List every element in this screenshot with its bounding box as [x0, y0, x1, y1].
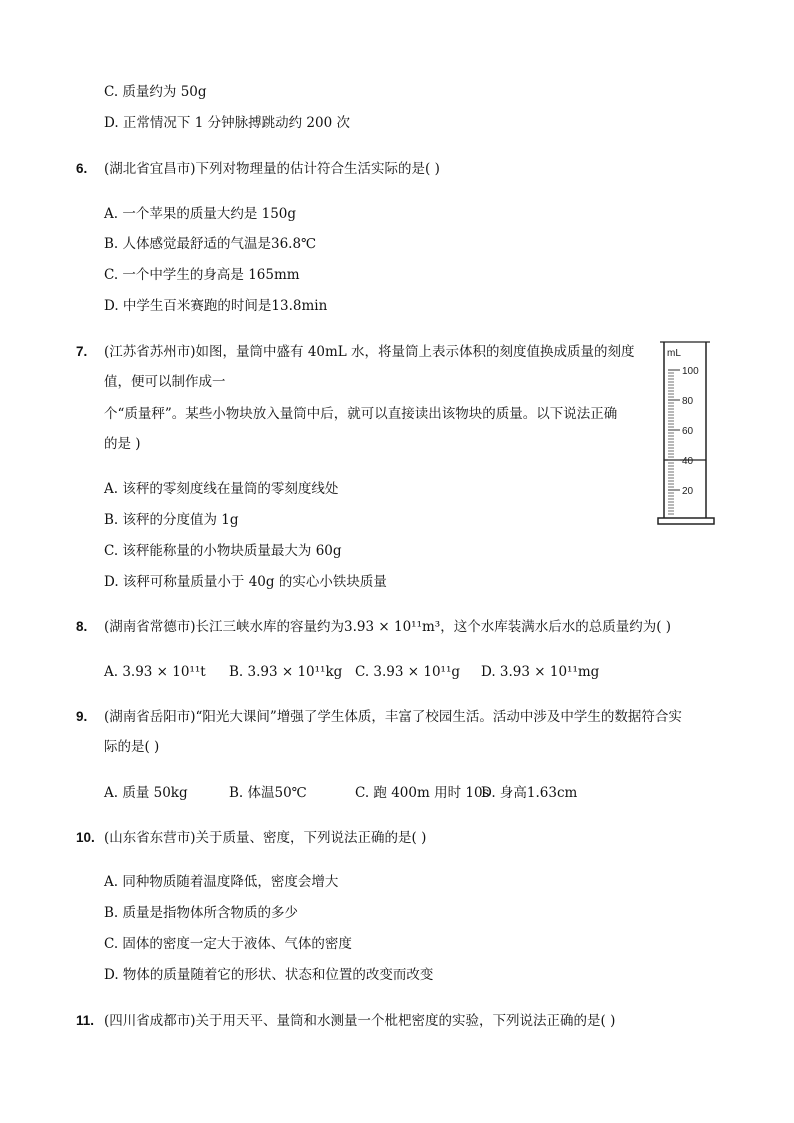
- q10-option-a: A. 同种物质随着温度降低，密度会增大: [104, 874, 339, 890]
- q8-option-a: A. 3.93 × 10¹¹t: [104, 664, 206, 680]
- q11-number: 11.: [76, 1013, 95, 1028]
- q8-option-b: B. 3.93 × 10¹¹kg: [229, 664, 343, 680]
- cylinder-tick-label: 40: [682, 456, 694, 467]
- q6-option-d: D. 中学生百米赛跑的时间是13.8min: [104, 298, 328, 314]
- q10-option-d: D. 物体的质量随着它的形状、状态和位置的改变而改变: [104, 967, 434, 983]
- q7-option-c: C. 该秤能称量的小物块质量最大为 60g: [104, 543, 342, 559]
- q7-option-d: D. 该秤可称量质量小于 40g 的实心小铁块质量: [104, 574, 387, 590]
- q5-option-d: D. 正常情况下 1 分钟脉搏跳动约 200 次: [104, 115, 350, 131]
- q8-option-d: D. 3.93 × 10¹¹mg: [481, 664, 600, 680]
- q7-stem-line-3: 个“质量秤”。某些小物块放入量筒中后，就可以直接读出该物块的质量。以下说法正确: [104, 406, 618, 422]
- q7-option-a: A. 该秤的零刻度线在量筒的零刻度线处: [104, 481, 339, 497]
- q9-option-d: D. 身高1.63cm: [481, 785, 578, 801]
- q10-stem: (山东省东营市)关于质量、密度，下列说法正确的是( ): [104, 830, 427, 846]
- cylinder-tick-label: 20: [682, 486, 694, 497]
- q10-option-b: B. 质量是指物体所含物质的多少: [104, 905, 299, 921]
- q5-option-c: C. 质量约为 50g: [104, 84, 207, 100]
- q8-option-c: C. 3.93 × 10¹¹g: [355, 664, 461, 680]
- q9-option-a: A. 质量 50kg: [104, 785, 188, 801]
- cylinder-tick-label: 80: [682, 396, 694, 407]
- q9-stem-line-1: (湖南省岳阳市)“阳光大课间”增强了学生体质，丰富了校园生活。活动中涉及中学生的数据符合实: [104, 709, 682, 725]
- cylinder-tick-label: 60: [682, 426, 694, 437]
- q7-stem-line-1: (江苏省苏州市)如图，量筒中盛有 40mL 水，将量筒上表示体积的刻度值换成质量的刻度: [104, 344, 635, 360]
- q8-stem: (湖南省常德市)长江三峡水库的容量约为3.93 × 10¹¹m³，这个水库装满水后水的总质量约为( ): [104, 619, 672, 635]
- q6-option-c: C. 一个中学生的身高是 165mm: [104, 267, 300, 283]
- graduated-cylinder-figure: [656, 338, 720, 530]
- q7-stem-line-4: 的是 ): [104, 436, 141, 452]
- q9-option-c: C. 跑 400m 用时 10s: [355, 785, 490, 801]
- q6-option-a: A. 一个苹果的质量大约是 150g: [104, 206, 297, 222]
- cylinder-unit-label: mL: [667, 348, 681, 359]
- q9-number: 9.: [76, 709, 88, 724]
- q6-stem: (湖北省宜昌市)下列对物理量的估计符合生活实际的是( ): [104, 161, 440, 177]
- q7-stem-line-2: 值，便可以制作成一: [104, 374, 226, 390]
- q10-option-c: C. 固体的密度一定大于液体、气体的密度: [104, 936, 352, 952]
- q7-number: 7.: [76, 344, 88, 359]
- q11-stem: (四川省成都市)关于用天平、量筒和水测量一个枇杷密度的实验，下列说法正确的是( ): [104, 1013, 616, 1029]
- q7-option-b: B. 该秤的分度值为 1g: [104, 512, 239, 528]
- q6-option-b: B. 人体感觉最舒适的气温是36.8℃: [104, 236, 317, 252]
- cylinder-tick-label: 100: [682, 366, 699, 377]
- q6-number: 6.: [76, 161, 88, 176]
- q9-option-b: B. 体温50℃: [229, 785, 307, 801]
- q8-number: 8.: [76, 619, 88, 634]
- q9-stem-line-2: 际的是( ): [104, 739, 160, 755]
- q10-number: 10.: [76, 830, 95, 845]
